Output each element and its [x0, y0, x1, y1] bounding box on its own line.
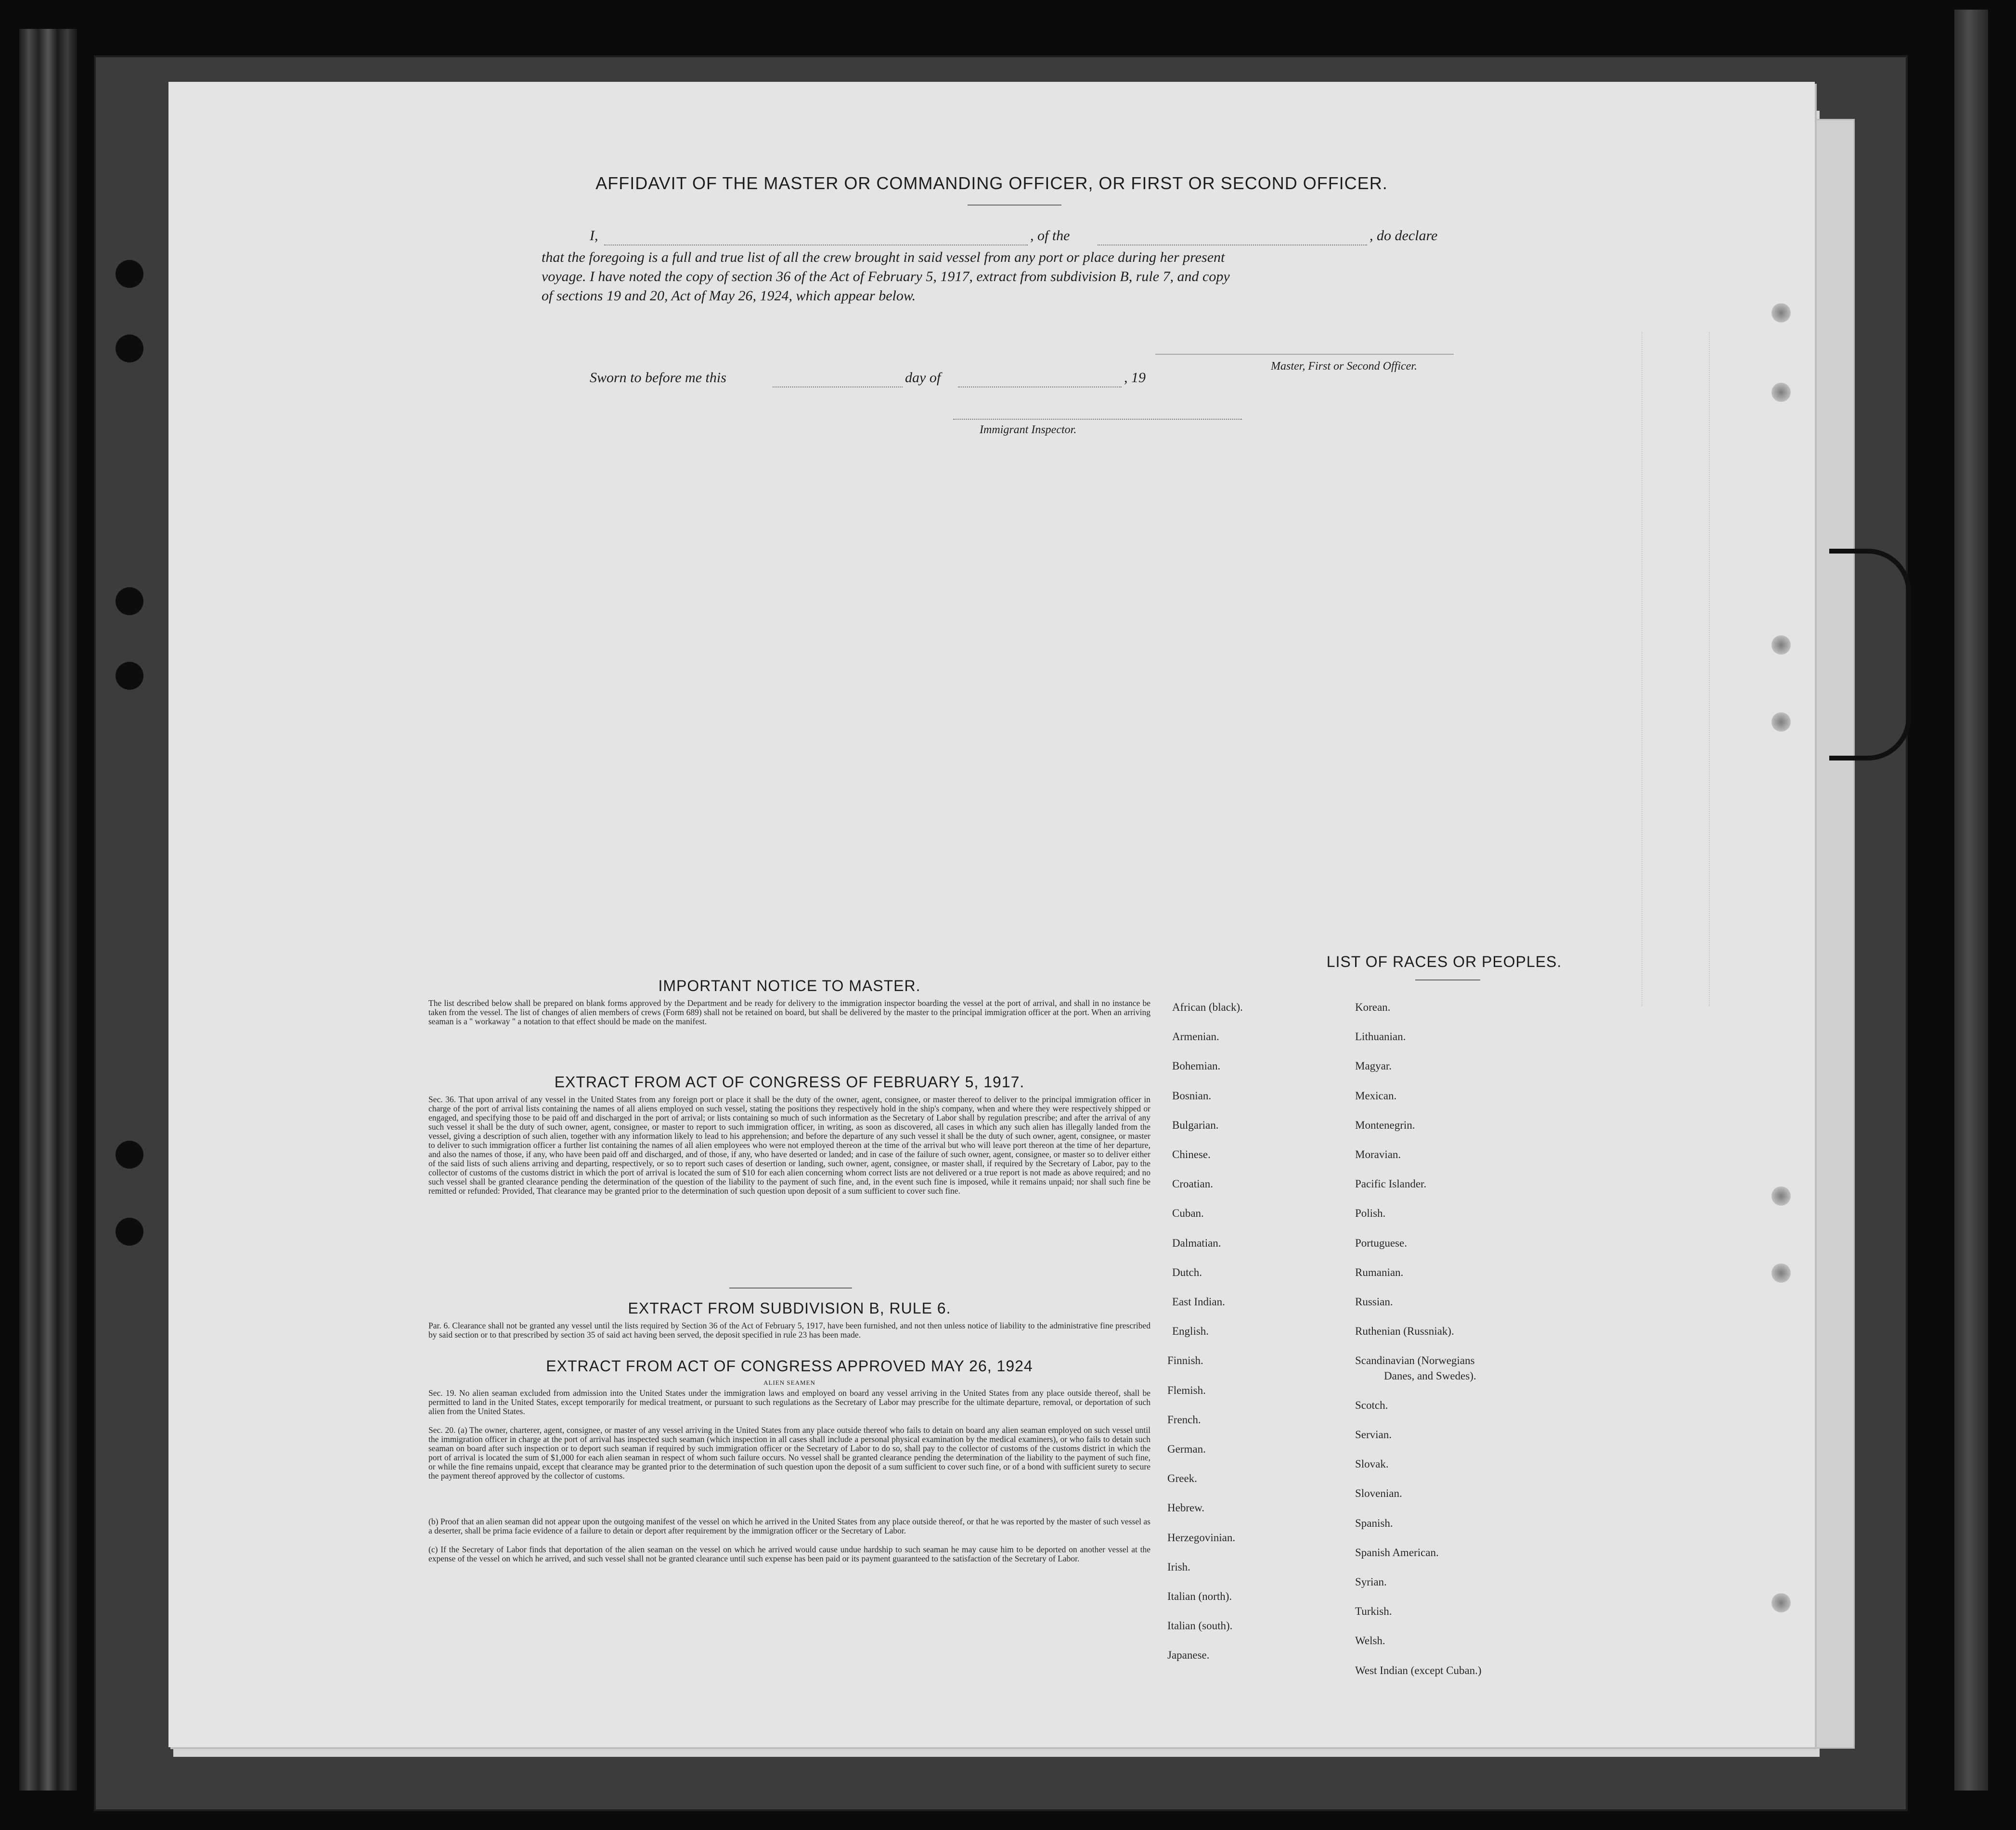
rivet-hole: [1771, 712, 1791, 732]
punch-hole: [116, 335, 143, 362]
inspector-caption: Immigrant Inspector.: [980, 424, 1077, 436]
race-entry: African (black).: [1172, 1001, 1243, 1013]
bleed-through-column: [1641, 332, 1643, 1006]
declarant-label: I,: [590, 228, 598, 244]
race-entry: Korean.: [1355, 1001, 1391, 1013]
race-entry: Croatian.: [1172, 1178, 1213, 1190]
year-label: , 19: [1124, 370, 1146, 386]
rivet-hole: [1771, 303, 1791, 322]
punch-hole: [116, 1218, 143, 1246]
race-entry: Lithuanian.: [1355, 1031, 1406, 1043]
declaration-line: of sections 19 and 20, Act of May 26, 1924, which appear below.: [542, 288, 916, 304]
extract-1924-subtitle: ALIEN SEAMEN: [763, 1379, 815, 1386]
race-entry: Danes, and Swedes).: [1384, 1369, 1476, 1382]
race-entry: Montenegrin.: [1355, 1119, 1415, 1131]
race-entry: Hebrew.: [1167, 1502, 1205, 1514]
race-entry: Moravian.: [1355, 1148, 1401, 1160]
rivet-hole: [1771, 383, 1791, 402]
race-entry: Scotch.: [1355, 1399, 1388, 1411]
day-of-label: day of: [905, 370, 941, 386]
race-entry: Dalmatian.: [1172, 1237, 1221, 1249]
master-caption: Master, First or Second Officer.: [1271, 360, 1417, 373]
extract-1924-sec20c: (c) If the Secretary of Labor finds that deportation of the alien seaman on the vessel on which he arrived would cause undue hardship to such seaman he may cause him to be deported on another vessel at the expense of the vessel on which he arrived, and such vessel shall not be granted clearance until such expense has been paid or its payment guaranteed to the satisfaction of the Secretary of Labor.: [428, 1545, 1150, 1563]
bleed-through-column: [1709, 332, 1711, 1006]
declaration-line: that the foregoing is a full and true list of all the crew brought in said vessel from any port or place during her present: [542, 249, 1225, 265]
race-entry: Welsh.: [1355, 1635, 1385, 1647]
race-entry: Japanese.: [1167, 1649, 1210, 1662]
punch-hole: [116, 260, 143, 288]
binder-tab: [1954, 10, 1988, 1791]
race-entry: French.: [1167, 1413, 1201, 1426]
binder-spine: [19, 29, 77, 1791]
punch-hole: [116, 1141, 143, 1169]
rivet-hole: [1771, 1186, 1791, 1206]
race-entry: Magyar.: [1355, 1060, 1392, 1072]
extract-1924-title: EXTRACT FROM ACT OF CONGRESS APPROVED MAY 26, 1924: [546, 1357, 1033, 1375]
race-entry: Dutch.: [1172, 1266, 1202, 1278]
races-title: LIST OF RACES OR PEOPLES.: [1326, 953, 1562, 970]
race-entry: Italian (north).: [1167, 1590, 1232, 1602]
binding-string: [1829, 549, 1911, 760]
race-entry: Herzegovinian.: [1167, 1531, 1236, 1544]
extract-1924-sec19: Sec. 19. No alien seaman excluded from admission into the United States under the immigration laws and employed on board any vessel arriving in the United States from any place outside thereof, shall be permitted to land in the United States, except temporarily for medical treatment, or pursuant to such regulations as the Secretary of Labor may prescribe for the ultimate departure, removal, or deportation of such alien from the United States.: [428, 1388, 1150, 1416]
extract-1924-sec20a: Sec. 20. (a) The owner, charterer, agent, consignee, or master of any vessel arriving in the United States from any place outside thereof who fails to detain on board any alien seaman employed on such vessel until the immigration officer in charge at the port of arrival has inspected such seaman (which inspection in all cases shall include a personal physical examination by the medical examiners), or who fails to detain such seaman on board after such inspection or to deport such seaman if required by such immigration officer or the Secretary of Labor to do so, shall pay to the collector of customs of the customs district in which the port of arrival is located the sum of $1,000 for each alien seaman in respect of whom such failure occurs. No vessel shall be granted clearance pending the determination of the liability to the payment of such fine, or while the fine remains unpaid, except that clearance may be granted prior to the determination of such question upon the deposit of a sum sufficient to cover such fine, or of a bond with sufficient surety to secure the payment thereof approved by the collector of customs.: [428, 1425, 1150, 1481]
race-entry: Bosnian.: [1172, 1089, 1212, 1102]
race-entry: Chinese.: [1172, 1148, 1211, 1160]
race-entry: Mexican.: [1355, 1089, 1397, 1102]
race-entry: Servian.: [1355, 1429, 1392, 1441]
section-divider: [729, 1288, 852, 1289]
race-entry: Bohemian.: [1172, 1060, 1221, 1072]
extract-1924-sec20b: (b) Proof that an alien seaman did not appear upon the outgoing manifest of the vessel on which he arrived in the United States from any place outside thereof, or that he was reported by the master of such vessel as a deserter, shall be prima facie evidence of a failure to detain or deport after requirement by the immigration officer or the Secretary of Labor.: [428, 1517, 1150, 1535]
race-entry: German.: [1167, 1443, 1206, 1455]
master-signature-field[interactable]: [1155, 354, 1454, 355]
race-entry: Russian.: [1355, 1296, 1393, 1308]
race-entry: Portuguese.: [1355, 1237, 1407, 1249]
punch-hole: [116, 587, 143, 615]
race-entry: Cuban.: [1172, 1207, 1204, 1220]
race-entry: Pacific Islander.: [1355, 1178, 1427, 1190]
race-entry: Syrian.: [1355, 1576, 1387, 1588]
declaration-line: voyage. I have noted the copy of section 36 of the Act of February 5, 1917, extract from subdivision B, rule 7, and copy: [542, 269, 1230, 284]
rule6-title: EXTRACT FROM SUBDIVISION B, RULE 6.: [628, 1300, 951, 1317]
race-entry: Ruthenian (Russniak).: [1355, 1325, 1454, 1338]
race-entry: Slovenian.: [1355, 1487, 1402, 1500]
race-entry: Polish.: [1355, 1207, 1386, 1220]
affidavit-title: AFFIDAVIT OF THE MASTER OR COMMANDING OFFICER, OR FIRST OR SECOND OFFICER.: [595, 173, 1388, 193]
of-the-label: , of the: [1030, 228, 1070, 244]
race-entry: Irish.: [1167, 1560, 1190, 1573]
race-entry: Finnish.: [1167, 1354, 1203, 1367]
rivet-hole: [1771, 635, 1791, 655]
rivet-hole: [1771, 1263, 1791, 1283]
race-entry: Spanish.: [1355, 1517, 1393, 1529]
race-entry: Greek.: [1167, 1472, 1197, 1485]
extract-1917-title: EXTRACT FROM ACT OF CONGRESS OF FEBRUARY 5, 1917.: [554, 1073, 1025, 1091]
do-declare-label: , do declare: [1370, 228, 1438, 244]
title-underline: [968, 205, 1061, 206]
notice-text: The list described below shall be prepared on blank forms approved by the Department and be ready for delivery to the immigration inspector boarding the vessel at the port of arrival, and shall in no instance be taken from the vessel. The list of changes of alien members of crews (Form 689) shall not be retained on board, but shall be delivered by the master to the principal immigration officer at the port. When an arriving seaman is a " workaway " a notation to that effect should be made on the manifest.: [428, 998, 1150, 1026]
extract-1917-text: Sec. 36. That upon arrival of any vessel in the United States from any foreign port or place it shall be the duty of the owner, agent, consignee, or master thereof to deliver to the principal immigration officer in charge of the port of arrival lists containing the names of all aliens employed on such vessel, stating the positions they respectively hold in the ship's company, when and where they were respectively shipped or engaged, and specifying those to be paid off and discharged in the port of arrival; or lists containing so much of such information as the Secretary of Labor shall by regulation prescribe; and after the arrival of any such vessel it shall be the duty of such owner, agent, consignee, or master to report to such immigration officer, in writing, as soon as discovered, all cases in which any such alien has illegally landed from the vessel, giving a description of such alien, together with any information likely to lead to his apprehension; and before the departure of any such vessel it shall be the duty of such owner, agent, consignee, or master to deliver to such immigration officer a further list containing the names of all alien employees who were not employed thereon at the time of the arrival but who will leave port thereon at the time of her departure, and also the names of those, if any, who have been paid off and discharged, and of those, if any, who have deserted or landed; and in case of the failure of such owner, agent, consignee, or master so to deliver either of the said lists of such aliens arriving and departing, respectively, or so to report such cases of desertion or landing, such owner, agent, consignee, or master shall, if required by the Secretary of Labor, pay to the collector of customs of the customs district in which the port of arrival is located the sum of $10 for each alien concerning whom correct lists are not delivered or a true report is not made as above required; and no such vessel shall be granted clearance pending the determination of the question of the liability to the payment of such fine, and, in the event such fine is imposed, while it remains unpaid; nor shall such fine be remitted or refunded: Provided, That clearance may be granted prior to the determination of such question upon deposit of a sum sufficient to cover such fine.: [428, 1095, 1150, 1196]
inspector-signature-field[interactable]: [953, 419, 1242, 420]
race-entry: Armenian.: [1172, 1031, 1219, 1043]
race-entry: Bulgarian.: [1172, 1119, 1219, 1131]
race-entry: English.: [1172, 1325, 1209, 1338]
notice-title: IMPORTANT NOTICE TO MASTER.: [658, 977, 921, 994]
race-entry: Rumanian.: [1355, 1266, 1404, 1278]
race-entry: Turkish.: [1355, 1605, 1392, 1618]
rule6-text: Par. 6. Clearance shall not be granted any vessel until the lists required by Section 36 of the Act of February 5, 1917, have been furnished, and not then unless notice of liability to the administrative fine prescribed by said section or to that prescribed by section 35 of said act having been served, the deposit specified in rule 23 has been made.: [428, 1321, 1150, 1340]
race-entry: East Indian.: [1172, 1296, 1225, 1308]
race-entry: Slovak.: [1355, 1458, 1389, 1470]
race-entry: Flemish.: [1167, 1384, 1206, 1396]
races-title-underline: [1415, 979, 1480, 980]
punch-hole: [116, 662, 143, 690]
rivet-hole: [1771, 1593, 1791, 1612]
race-entry: Spanish American.: [1355, 1546, 1439, 1559]
manifest-page: [168, 82, 1815, 1747]
sworn-label: Sworn to before me this: [590, 370, 726, 386]
race-entry: West Indian (except Cuban.): [1355, 1664, 1482, 1676]
race-entry: Italian (south).: [1167, 1620, 1233, 1632]
race-entry: Scandinavian (Norwegians: [1355, 1354, 1475, 1367]
